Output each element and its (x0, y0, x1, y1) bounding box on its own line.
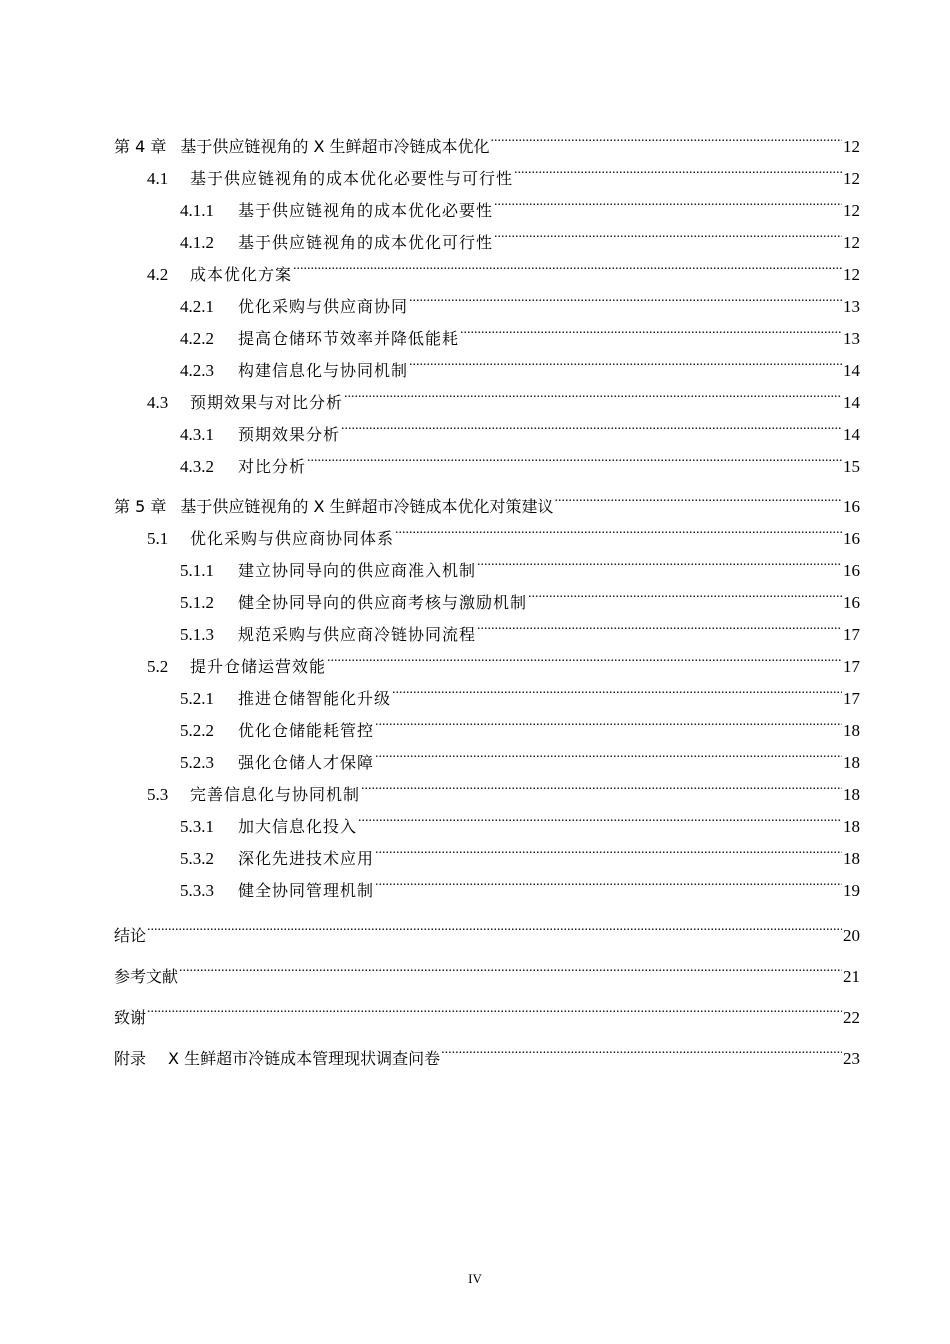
toc-entry-references[interactable] (114, 941, 860, 986)
toc-entry-title: 优化仓储能耗管控 (238, 721, 375, 740)
toc-dot-leader (491, 118, 843, 152)
toc-entry-title: 健全协同管理机制 (238, 881, 375, 900)
toc-entry-title: 预期效果与对比分析 (190, 393, 344, 412)
toc-entry-title: 提高仓储环节效率并降低能耗 (238, 329, 460, 348)
toc-entry-number: 4.1 (147, 169, 169, 188)
toc-entry-number: 5.3.3 (180, 881, 214, 900)
toc-entry-number: 5.1.1 (180, 561, 214, 580)
toc-entry-title: 优化采购与供应商协同体系 (190, 529, 395, 548)
toc-entry-chapter-4[interactable] (114, 118, 860, 156)
toc-entry-page: 15 (843, 457, 860, 476)
toc-entry-title: 推进仓储智能化升级 (238, 689, 392, 708)
toc-entry-title: 加大信息化投入 (238, 817, 358, 836)
toc-entry-page: 19 (843, 881, 860, 900)
toc-entry-page: 17 (843, 689, 860, 708)
toc-dot-leader (375, 736, 842, 768)
toc-dot-leader (460, 312, 842, 344)
toc-entry-chapter-5[interactable] (114, 478, 860, 516)
toc-entry-page: 16 (843, 593, 860, 612)
toc-entry-page: 12 (843, 233, 860, 252)
toc-entry-number: 4.2.3 (180, 361, 214, 380)
toc-entry-title: 完善信息化与协同机制 (190, 785, 361, 804)
toc-entry-number: 第 4 章 (114, 137, 167, 156)
toc-entry-title: X 生鲜超市冷链成本管理现状调查问卷 (168, 1049, 441, 1068)
toc-dot-leader (147, 982, 842, 1023)
toc-entry-number: 5.3.1 (180, 817, 214, 836)
toc-entry-number: 4.3 (147, 393, 169, 412)
toc-entry-title: 预期效果分析 (238, 425, 341, 444)
toc-dot-leader (441, 1023, 842, 1064)
toc-entry-page: 18 (843, 753, 860, 772)
toc-entry-number: 4.1.2 (180, 233, 214, 252)
table-of-contents (114, 118, 860, 1068)
toc-entry-title: 深化先进技术应用 (238, 849, 375, 868)
toc-entry-page: 12 (843, 137, 860, 156)
toc-entry-page: 13 (843, 329, 860, 348)
toc-entry-number: 4.3.2 (180, 457, 214, 476)
toc-entry-title: 健全协同导向的供应商考核与激励机制 (238, 593, 528, 612)
toc-entry-page: 18 (843, 721, 860, 740)
toc-dot-leader (358, 800, 842, 832)
toc-entry-page: 16 (843, 497, 860, 516)
toc-entry-page: 23 (843, 1049, 860, 1068)
toc-dot-leader (307, 440, 842, 472)
toc-dot-leader (375, 704, 842, 736)
toc-entry-number: 5.2 (147, 657, 169, 676)
toc-entry-page: 16 (843, 529, 860, 548)
toc-entry-title: 基于供应链视角的成本优化必要性 (238, 201, 494, 220)
toc-entry-page: 21 (843, 967, 860, 986)
toc-entry-page: 18 (843, 785, 860, 804)
toc-entry-number: 5.2.1 (180, 689, 214, 708)
toc-entry-page: 17 (843, 625, 860, 644)
toc-dot-leader (361, 768, 842, 800)
toc-entry-page: 14 (843, 393, 860, 412)
page-number-footer: IV (468, 1271, 482, 1286)
toc-entry-title: 提升仓储运营效能 (190, 657, 327, 676)
toc-dot-leader (344, 376, 842, 408)
toc-entry-title: 致谢 (114, 1008, 147, 1027)
toc-dot-leader (409, 344, 842, 376)
toc-dot-leader (555, 478, 843, 512)
toc-entry-title: 规范采购与供应商冷链协同流程 (238, 625, 477, 644)
toc-dot-leader (494, 216, 842, 248)
toc-entry-number: 5.1.3 (180, 625, 214, 644)
toc-entry-number: 5.2.2 (180, 721, 214, 740)
toc-entry-page: 12 (843, 201, 860, 220)
toc-entry-title: 基于供应链视角的 X 生鲜超市冷链成本优化 (180, 137, 490, 156)
toc-entry-title: 对比分析 (238, 457, 307, 476)
toc-entry-page: 14 (843, 361, 860, 380)
toc-dot-leader (179, 941, 842, 982)
toc-entry-number: 附录 (114, 1049, 147, 1068)
toc-dot-leader (514, 152, 842, 184)
toc-entry-title: 参考文献 (114, 967, 179, 986)
toc-entry-number: 5.1.2 (180, 593, 214, 612)
toc-entry-number: 4.2.1 (180, 297, 214, 316)
toc-entry-title: 基于供应链视角的成本优化可行性 (238, 233, 494, 252)
toc-dot-leader (477, 544, 842, 576)
toc-entry-title: 基于供应链视角的成本优化必要性与可行性 (190, 169, 514, 188)
toc-dot-leader (341, 408, 842, 440)
toc-entry-number: 5.1 (147, 529, 169, 548)
toc-entry-page: 20 (843, 926, 860, 945)
toc-dot-leader (395, 512, 842, 544)
toc-dot-leader (293, 248, 842, 280)
toc-entry-number: 第 5 章 (114, 497, 167, 516)
toc-entry-page: 18 (843, 849, 860, 868)
toc-dot-leader (147, 900, 842, 941)
toc-entry-title: 构建信息化与协同机制 (238, 361, 409, 380)
toc-entry-page: 14 (843, 425, 860, 444)
toc-entry-appendix[interactable] (114, 1023, 860, 1068)
toc-entry-number: 4.1.1 (180, 201, 214, 220)
toc-entry-number: 5.3.2 (180, 849, 214, 868)
toc-entry-page: 12 (843, 265, 860, 284)
toc-entry-page: 22 (843, 1008, 860, 1027)
toc-entry-title: 建立协同导向的供应商准入机制 (238, 561, 477, 580)
toc-dot-leader (409, 280, 842, 312)
toc-entry-title: 优化采购与供应商协同 (238, 297, 409, 316)
toc-dot-leader (375, 864, 842, 896)
toc-dot-leader (528, 576, 842, 608)
toc-entry-title: 强化仓储人才保障 (238, 753, 375, 772)
toc-entry-page: 16 (843, 561, 860, 580)
toc-entry-title: 基于供应链视角的 X 生鲜超市冷链成本优化对策建议 (180, 497, 554, 516)
toc-entry-number: 5.3 (147, 785, 169, 804)
toc-entry-title: 结论 (114, 926, 147, 945)
toc-entry-number: 4.3.1 (180, 425, 214, 444)
toc-dot-leader (392, 672, 842, 704)
toc-entry-page: 17 (843, 657, 860, 676)
toc-entry-number: 4.2 (147, 265, 169, 284)
toc-dot-leader (327, 640, 842, 672)
toc-dot-leader (375, 832, 842, 864)
toc-entry-page: 18 (843, 817, 860, 836)
toc-dot-leader (494, 184, 842, 216)
toc-entry-acknowledgements[interactable] (114, 982, 860, 1027)
toc-entry-number: 5.2.3 (180, 753, 214, 772)
toc-entry-page: 12 (843, 169, 860, 188)
toc-entry-conclusion[interactable] (114, 900, 860, 945)
toc-entry-title: 成本优化方案 (190, 265, 293, 284)
toc-entry-number: 4.2.2 (180, 329, 214, 348)
toc-entry-page: 13 (843, 297, 860, 316)
toc-dot-leader (477, 608, 842, 640)
